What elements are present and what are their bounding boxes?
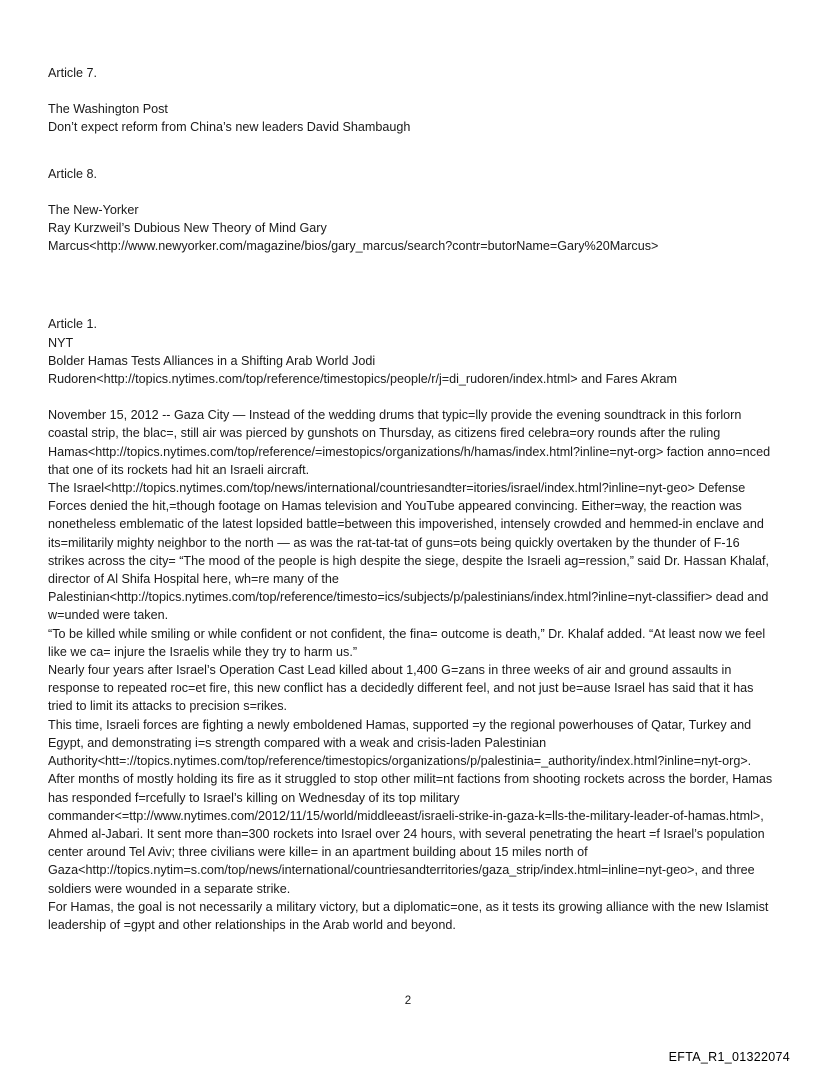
page-number: 2 [404, 995, 412, 1007]
article-1-source: NYT [48, 335, 74, 350]
article-paragraph: The Israel<http://topics.nytimes.com/top/news/international/countriesandter=itories/israel/index.html?inline=nyt-geo> Defense Forces denied the hit,=though footage on Hamas television and YouTube appeared convincing. Either=way, the reaction was nonetheless emblematic of the latest lopsided battle=between this impoverished, intensely crowded and hemmed-in enclave and its=militarily mighty neighbor to the north — as was the rat-tat-tat of guns=ots being quickly overtaken by the thunder of F-16 strikes across the city= “The mood of the people is high despite the siege, despite the Israeli ag=ression,” said Dr. Hassan Khalaf, director of Al Shifa Hospital here, wh=re many of the Palestinian<http://topics.nytimes.com/top/reference/timesto=ics/subjects/p/palestinians/index.html?inline=nyt-classifier> dead and w=unded were taken. [48, 481, 770, 623]
article-1-headline: Bolder Hamas Tests Alliances in a Shifting Arab World Jodi [48, 353, 376, 368]
article-paragraph: “To be killed while smiling or while confident or not confident, the fina= outcome is death,” Dr. Khalaf added. “At least now we feel like we ca= injure the Israelis while they try to harm us.” [48, 626, 766, 659]
article-8-source: The New-Yorker [48, 202, 139, 217]
article-paragraph: Nearly four years after Israel’s Operation Cast Lead killed about 1,400 G=zans in three weeks of air and ground assaults in response to repeated roc=et fire, this new conflict has a decidedly different feel, and not just be=ause Israel has said that it has tried to limit its attacks to precision s=rikes. [48, 663, 754, 714]
article-paragraph: This time, Israeli forces are fighting a newly emboldened Hamas, supported =y the regional powerhouses of Qatar, Turkey and Egypt, and demonstrating i=s strength compared with a weak and crisis-laden Palestinian Authority<htt=://topics.nytimes.com/top/reference/timestopics/organizations/p/palestinia=_authority/index.html?inline=nyt-org>. [48, 717, 752, 769]
article-paragraph: November 15, 2012 -- Gaza City — Instead of the wedding drums that typic=lly provide the evening soundtrack in this forlorn coastal strip, the blac=, still air was pierced by gunshots on Thursday, as citizens fired celebra=ory rounds after the ruling Hamas<http://topics.nytimes.com/top/reference/=imestopics/organizations/h/hamas/index.html?inline=nyt-org> faction anno=nced that one of its rockets had hit an Israeli aircraft. [48, 408, 771, 477]
article-7-headline: Don’t expect reform from China’s new leaders David Shambaugh [48, 120, 411, 135]
article-1-byline: Rudoren<http://topics.nytimes.com/top/reference/timestopics/people/r/j=di_rudoren/index.html> and Fares Akram [48, 372, 677, 387]
document-id: EFTA_R1_01322074 [668, 1050, 790, 1064]
article-7-source: The Washington Post [48, 102, 168, 117]
article-7-heading: Article 7. [48, 66, 97, 80]
article-1-heading: Article 1. [48, 317, 97, 332]
article-paragraph: For Hamas, the goal is not necessarily a military victory, but a diplomatic=one, as it tests its growing alliance with the new Islamist leadership of =gypt and other relationships in the Arab world and beyond. [48, 899, 769, 932]
article-8-byline: Marcus<http://www.newyorker.com/magazine/bios/gary_marcus/search?contr=butorName=Gary%20Marcus> [48, 239, 659, 254]
article-paragraph: After months of mostly holding its fire as it struggled to stop other milit=nt factions from shooting rockets across the border, Hamas has responded f=rcefully to Israel’s killing on Wednesday of its top military commander<=ttp://www.nytimes.com/2012/11/15/world/middleeast/israeli-strike-in-gaza-k=lls-the-military-leader-of-hamas.html>, Ahmed al-Jabari. It sent more than=300 rockets into Israel over 24 hours, with several penetrating the heart =f Israel’s population center around Tel Aviv; three civilians were kille= in an apartment building about 15 miles north of Gaza<http://topics.nytim=s.com/top/news/international/countriesandterritories/gaza_strip/index.html=inline=nyt-geo>, and three soldiers were wounded in a separate strike. [48, 772, 773, 896]
document-body [48, 64, 778, 934]
article-8-headline: Ray Kurzweil’s Dubious New Theory of Mind Gary [48, 221, 327, 236]
article-8-heading: Article 8. [48, 166, 97, 181]
